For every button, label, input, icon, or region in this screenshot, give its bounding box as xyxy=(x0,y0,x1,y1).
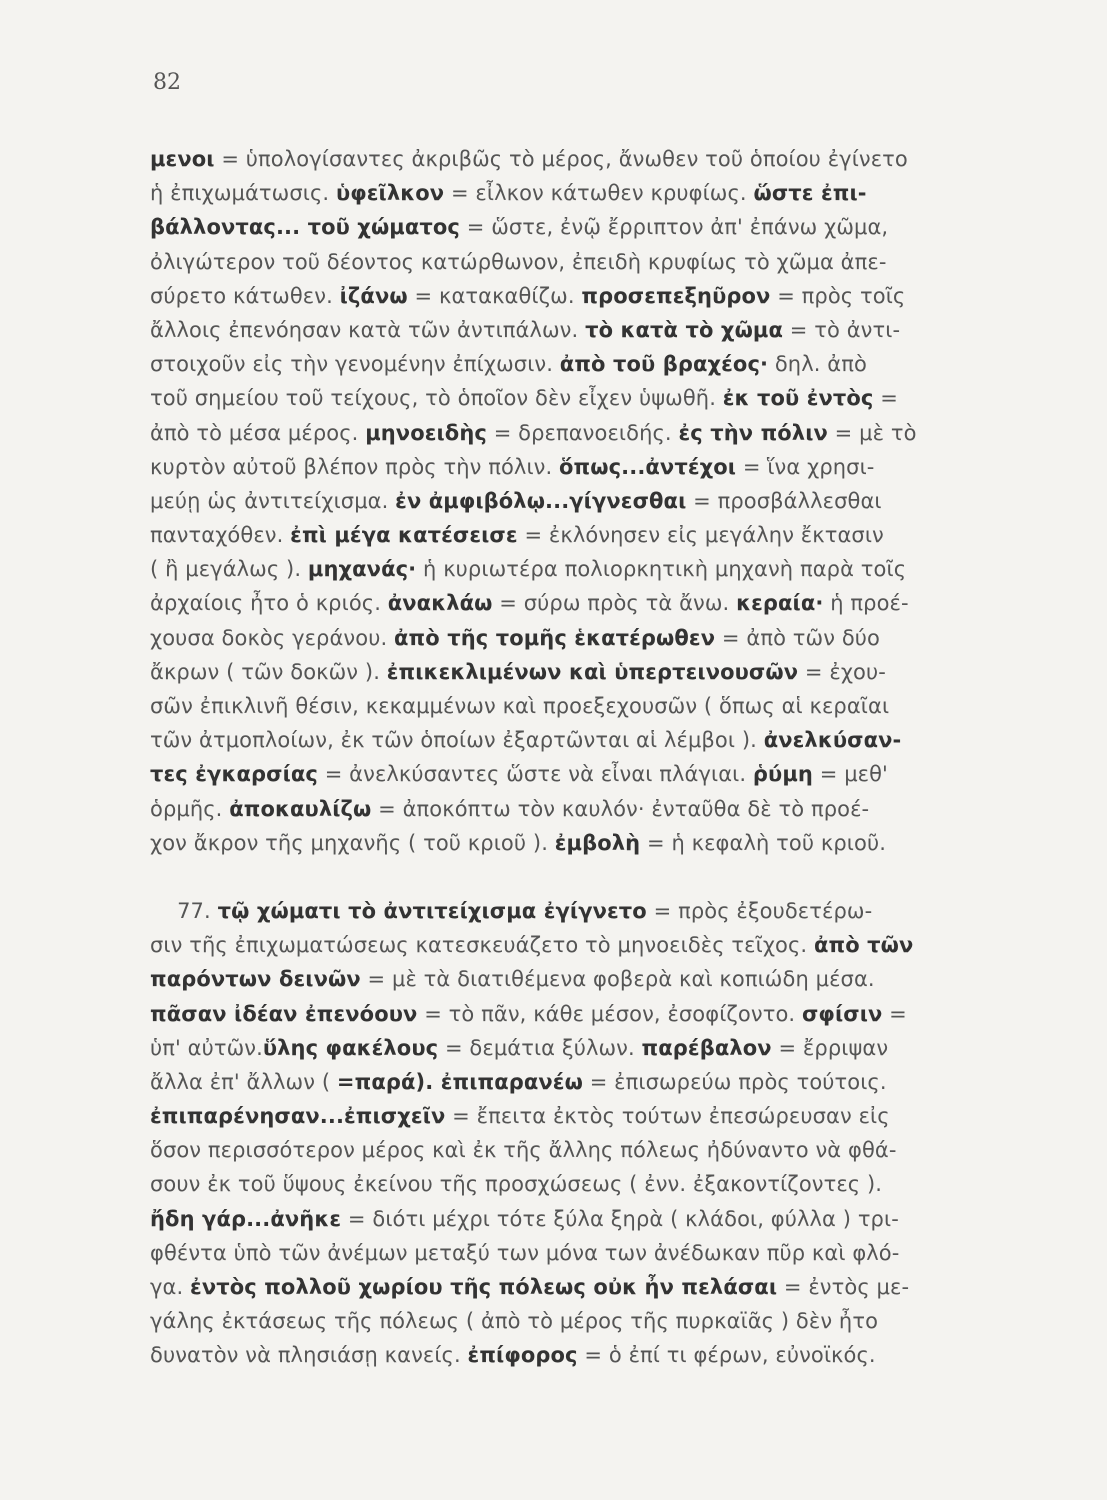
gloss: = μεθ' xyxy=(812,762,888,787)
lemma: βάλλοντας... τοῦ χώματος xyxy=(150,215,460,240)
text-line xyxy=(150,1065,1000,1099)
lemma: τῷ χώματι τὸ ἀντιτείχισμα ἐγίγνετο xyxy=(217,898,647,923)
lemma: σφίσιν xyxy=(801,1001,883,1026)
text-line xyxy=(150,552,1000,586)
lemma: ἐν ἀμφιβόλῳ...γίγνεσθαι xyxy=(395,488,687,513)
gloss: = ἔπειτα ἐκτὸς τούτων ἐπεσώρευσαν εἰς xyxy=(445,1104,890,1129)
text-line xyxy=(150,347,1000,381)
gloss: ἄλλα ἐπ' ἄλλων ( xyxy=(150,1069,337,1094)
gloss: ( ἢ μεγάλως ). xyxy=(150,557,308,582)
lemma: μηχανάς· xyxy=(307,557,417,582)
text-line xyxy=(150,586,1000,620)
page-number: 82 xyxy=(153,70,181,95)
gloss: πανταχόθεν. xyxy=(150,523,291,548)
text-line xyxy=(150,792,1000,826)
text-line xyxy=(150,450,1000,484)
gloss: = ἵνα χρησι- xyxy=(736,454,875,479)
gloss: στοιχοῦν εἰς τὴν γενομένην ἐπίχωσιν. xyxy=(150,352,560,377)
gloss: = ἐντὸς με- xyxy=(777,1275,910,1299)
gloss: τοῦ σημείου τοῦ τείχους, τὸ ὁποῖον δὲν εἶχεν ὑψωθῆ. xyxy=(150,386,723,411)
text-line xyxy=(150,210,1000,244)
gloss: = πρὸς ἐξουδετέρω- xyxy=(646,898,873,923)
lemma: ἀνελκύσαν- xyxy=(763,728,902,753)
gloss: δυνατὸν νὰ πλησιάσῃ κανείς. xyxy=(150,1343,468,1368)
gloss: = τὸ ἀντι- xyxy=(783,317,901,342)
paragraph-gap xyxy=(150,860,1000,894)
lemma: ἐπιπαρένησαν...ἐπισχεῖν xyxy=(150,1104,446,1129)
text-line xyxy=(150,655,1000,689)
lemma: μηνοειδὴς xyxy=(365,420,487,445)
lemma: ῥύμη xyxy=(752,762,813,787)
gloss: ὀλιγώτερον τοῦ δέοντος κατώρθωνον, ἐπειδὴ κρυφίως τὸ χῶμα ἀπε- xyxy=(150,249,887,274)
lemma: ὕλης φακέλους xyxy=(262,1035,439,1060)
lemma: ἀποκαυλίζω xyxy=(229,796,372,821)
paragraph xyxy=(150,142,1000,860)
gloss: σιν τῆς ἐπιχωματώσεως κατεσκευάζετο τὸ μηνοειδὲς τεῖχος. xyxy=(150,933,814,958)
text-line xyxy=(150,928,1000,962)
paragraph xyxy=(150,894,1000,1373)
gloss: = κατακαθίζω. xyxy=(407,283,582,308)
gloss: ἄκρων ( τῶν δοκῶν ). xyxy=(150,659,387,684)
text-line xyxy=(150,1099,1000,1133)
lemma: ὥστε ἐπι- xyxy=(753,181,867,206)
text-line xyxy=(150,689,1000,723)
text-line xyxy=(150,1031,1000,1065)
lemma: ἤδη γάρ...ἀνῆκε xyxy=(150,1206,342,1231)
gloss: γα. xyxy=(150,1275,191,1299)
text-line xyxy=(150,279,1000,313)
text-line xyxy=(150,1304,1000,1338)
gloss: = ἐκλόνησεν εἰς μεγάλην ἔκτασιν xyxy=(517,523,884,548)
gloss: = ὁ ἐπί τι φέρων, εὐνοϊκός. xyxy=(577,1343,876,1368)
gloss: ἡ ἐπιχωμάτωσις. xyxy=(150,181,336,206)
text-line xyxy=(150,962,1000,996)
gloss: = τὸ πᾶν, κάθε μέσον, ἐσοφίζοντο. xyxy=(417,1001,802,1026)
text-line xyxy=(150,997,1000,1031)
gloss: σουν ἐκ τοῦ ὕψους ἐκείνου τῆς προσχώσεως ( ἐνν. ἐξακοντίζοντες ). xyxy=(150,1172,883,1197)
gloss: = δρεπανοειδής. xyxy=(486,420,679,445)
gloss: χουσα δοκὸς γεράνου. xyxy=(150,625,395,650)
gloss: = ἐπισωρεύω πρὸς τούτοις. xyxy=(582,1069,887,1094)
gloss: τῶν ἀτμοπλοίων, ἐκ τῶν ὁποίων ἐξαρτῶνται αἱ λέμβοι ). xyxy=(150,728,764,753)
text-line xyxy=(150,1338,1000,1372)
gloss: ὑπ' αὐτῶν. xyxy=(150,1035,263,1060)
lemma: ἀπὸ τῶν xyxy=(813,933,914,958)
gloss: = ἡ κεφαλὴ τοῦ κριοῦ. xyxy=(640,830,886,855)
lemma: τες ἐγκαρσίας xyxy=(150,762,318,787)
text-line xyxy=(150,245,1000,279)
lemma: ὑφεῖλκον xyxy=(335,181,445,206)
gloss: δηλ. ἀπὸ xyxy=(768,352,867,377)
lemma: =παρά). ἐπιπαρανέω xyxy=(336,1069,583,1094)
gloss: σῶν ἐπικλινῆ θέσιν, κεκαμμένων καὶ προεξεχουσῶν ( ὅπως αἱ κεραῖαι xyxy=(150,694,890,718)
lemma: παρόντων δεινῶν xyxy=(150,967,361,992)
text-line xyxy=(150,313,1000,347)
gloss: ἡ κυριωτέρα πολιορκητικὴ μηχανὴ παρὰ τοῖς xyxy=(416,557,907,582)
text-line xyxy=(150,518,1000,552)
lemma: ἐπὶ μέγα κατέσεισε xyxy=(290,523,518,548)
gloss: σύρετο κάτωθεν. xyxy=(150,283,340,308)
text-line xyxy=(150,176,1000,210)
gloss: ἡ προέ- xyxy=(823,591,909,616)
text-line xyxy=(150,757,1000,791)
gloss: = ἔρριψαν xyxy=(771,1035,889,1060)
lemma: ἐπικεκλιμένων καὶ ὑπερτεινουσῶν xyxy=(386,659,799,684)
gloss: γάλης ἐκτάσεως τῆς πόλεως ( ἀπὸ τὸ μέρος τῆς πυρκαϊᾶς ) δὲν ἦτο xyxy=(150,1309,879,1334)
gloss: φθέντα ὑπὸ τῶν ἀνέμων μεταξύ των μόνα των ἀνέδωκαν πῦρ καὶ φλό- xyxy=(150,1240,900,1265)
lemma: ἀπὸ τοῦ βραχέος· xyxy=(559,352,769,377)
lemma: μενοι xyxy=(150,147,215,171)
lemma: παρέβαλον xyxy=(641,1035,772,1060)
lemma: κεραία· xyxy=(736,591,824,616)
gloss: = μὲ τὸ xyxy=(827,420,917,445)
lemma: ὅπως...ἀντέχοι xyxy=(559,454,737,479)
lemma: ἐπίφορος xyxy=(467,1343,578,1368)
text-line xyxy=(150,723,1000,757)
lemma: ἐς τὴν πόλιν xyxy=(678,420,828,445)
text-line xyxy=(150,1167,1000,1201)
gloss: ἀρχαίοις ἦτο ὁ κριός. xyxy=(150,591,388,616)
lemma: ἰζάνω xyxy=(339,283,408,308)
text-line xyxy=(150,1236,1000,1270)
gloss: = ἐχου- xyxy=(798,659,886,684)
gloss: = πρὸς τοῖς xyxy=(770,283,906,308)
gloss: ἀπὸ τὸ μέσα μέρος. xyxy=(150,420,366,445)
gloss: κυρτὸν αὐτοῦ βλέπον πρὸς τὴν πόλιν. xyxy=(150,454,560,479)
text-line xyxy=(150,142,1000,176)
lemma: ἀπὸ τῆς τομῆς ἑκατέρωθεν xyxy=(394,625,716,650)
text-line xyxy=(150,484,1000,518)
lemma: ἐντὸς πολλοῦ χωρίου τῆς πόλεως οὐκ ἦν πελάσαι xyxy=(190,1275,778,1299)
lemma: τὸ κατὰ τὸ χῶμα xyxy=(585,317,784,342)
gloss: = εἶλκον κάτωθεν κρυφίως. xyxy=(444,181,754,206)
gloss: = διότι μέχρι τότε ξύλα ξηρὰ ( κλάδοι, φύλλα ) τρι- xyxy=(341,1206,899,1231)
gloss: = ἀποκόπτω τὸν καυλόν· ἐνταῦθα δὲ τὸ προέ- xyxy=(371,796,870,821)
text-line xyxy=(150,381,1000,415)
commentary-text xyxy=(150,142,1000,1373)
gloss: = xyxy=(882,1001,907,1026)
gloss: = μὲ τὰ διατιθέμενα φοβερὰ καὶ κοπιώδη μέσα. xyxy=(360,967,875,992)
text-line xyxy=(150,621,1000,655)
text-line xyxy=(150,826,1000,860)
text-line xyxy=(150,1270,1000,1304)
text-line xyxy=(150,1202,1000,1236)
gloss: χον ἄκρον τῆς μηχανῆς ( τοῦ κριοῦ ). xyxy=(150,830,555,855)
gloss: = δεμάτια ξύλων. xyxy=(438,1035,642,1060)
text-line xyxy=(150,1133,1000,1167)
gloss: ὁρμῆς. xyxy=(150,796,230,821)
text-line xyxy=(150,894,1000,928)
text-line xyxy=(150,416,1000,450)
lemma: πᾶσαν ἰδέαν ἐπενόουν xyxy=(150,1001,418,1026)
gloss: = ἀπὸ τῶν δύο xyxy=(715,625,880,650)
lemma: ἀνακλάω xyxy=(387,591,493,616)
gloss: = προσβάλλεσθαι xyxy=(686,488,882,513)
gloss: μεύῃ ὡς ἀντιτείχισμα. xyxy=(150,488,396,513)
gloss: ὅσον περισσότερον μέρος καὶ ἐκ τῆς ἄλλης πόλεως ἠδύναντο νὰ φθά- xyxy=(150,1138,897,1163)
gloss: = ἀνελκύσαντες ὥστε νὰ εἶναι πλάγιαι. xyxy=(317,762,753,787)
gloss: = ὑπολογίσαντες ἀκριβῶς τὸ μέρος, ἄνωθεν τοῦ ὁποίου ἐγίνετο xyxy=(214,147,908,171)
gloss: 77. xyxy=(150,898,218,923)
gloss: ἄλλοις ἐπενόησαν κατὰ τῶν ἀντιπάλων. xyxy=(150,317,586,342)
lemma: προσεπεξηῦρον xyxy=(581,283,771,308)
lemma: ἐμβολὴ xyxy=(554,830,641,855)
gloss: = ὥστε, ἐνῷ ἔρριπτον ἀπ' ἐπάνω χῶμα, xyxy=(459,215,889,240)
gloss: = xyxy=(873,386,898,411)
gloss: = σύρω πρὸς τὰ ἄνω. xyxy=(492,591,737,616)
lemma: ἐκ τοῦ ἐντὸς xyxy=(722,386,874,411)
